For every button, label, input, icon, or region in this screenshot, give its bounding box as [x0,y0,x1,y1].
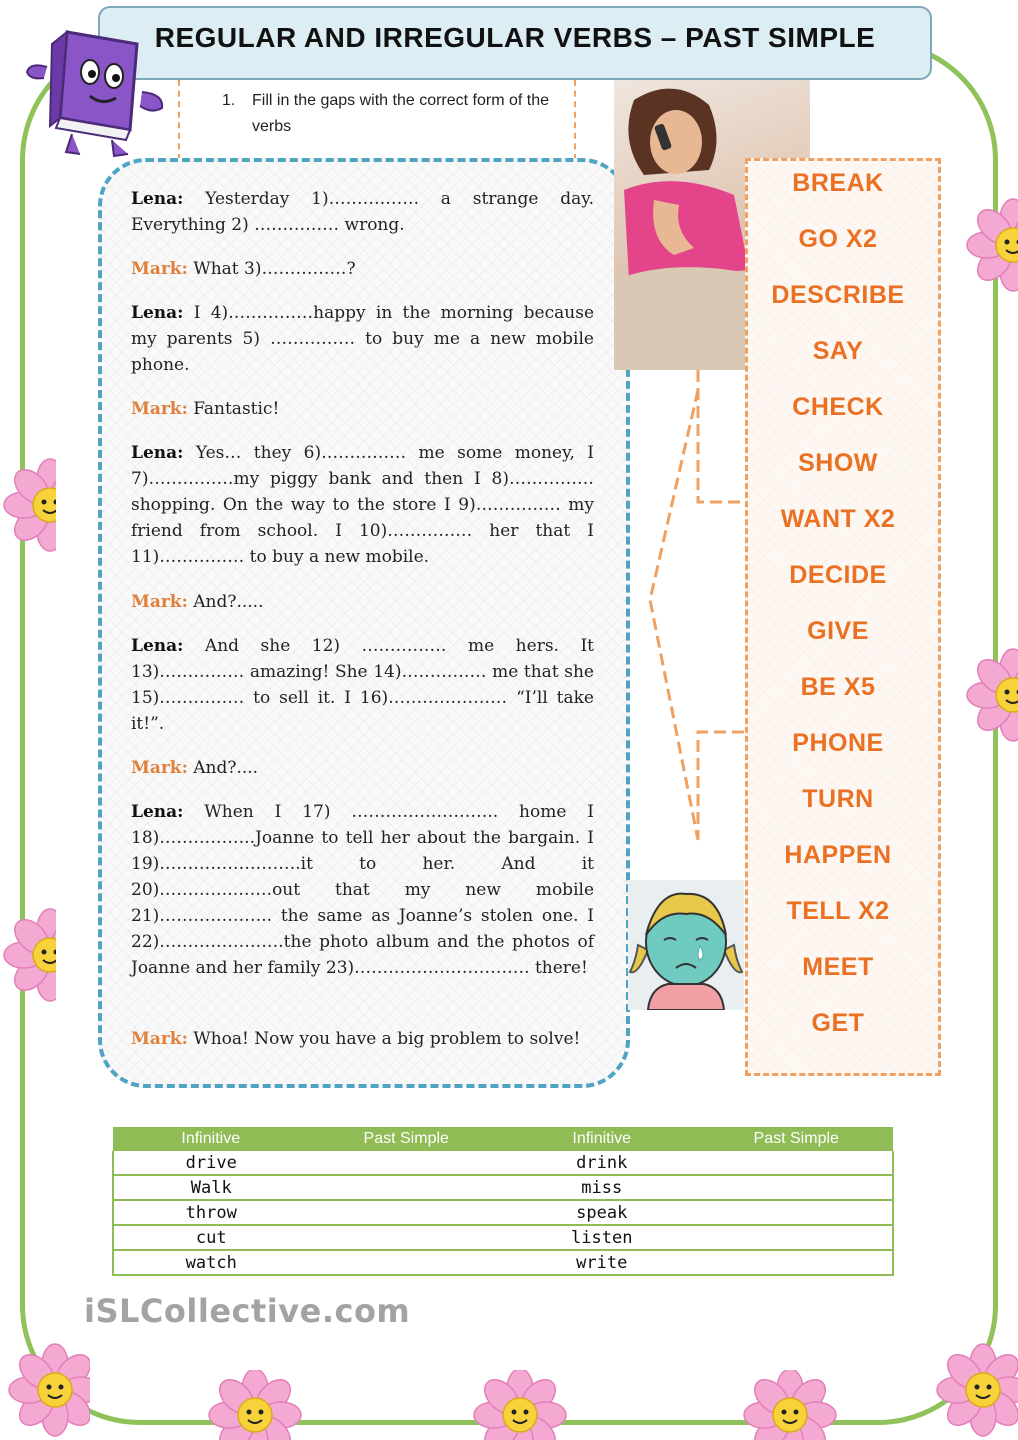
header-infinitive: Infinitive [113,1127,309,1151]
word-bank-item: HAPPEN [784,841,892,869]
dialogue-line: Lena: And she 12) …………… me hers. It 13)…………… amazing! She 14)…………… me that she 15)…………… to sell it. I 16)………………… “I’ll take it!”. [131,636,594,734]
word-bank-item: BE X5 [800,673,876,701]
infinitive-cell: miss [504,1175,700,1200]
word-bank-item: TURN [802,785,874,813]
instruction-number: 1. [222,92,236,109]
past-simple-cell[interactable] [699,1200,893,1225]
infinitive-cell: drink [504,1151,700,1175]
past-simple-cell[interactable] [309,1250,504,1275]
infinitive-cell: throw [113,1200,309,1225]
word-bank-item: BREAK [792,169,884,197]
sad-girl-icon [628,880,744,1010]
past-simple-cell[interactable] [309,1225,504,1250]
flower-icon [0,450,56,560]
word-bank-item: SHOW [798,449,878,477]
past-simple-cell[interactable] [309,1151,504,1175]
infinitive-cell: listen [504,1225,700,1250]
infinitive-cell: cut [113,1225,309,1250]
page-title: REGULAR AND IRREGULAR VERBS – PAST SIMPLE [154,22,876,53]
header-past-simple: Past Simple [699,1127,893,1151]
word-bank-item: TELL X2 [786,897,890,925]
dialogue-line: Mark: And?.... [131,758,259,778]
verb-table [112,1127,894,1276]
watermark: iSLCollective.com [84,1292,411,1330]
infinitive-cell: drive [113,1151,309,1175]
instruction-text: Fill in the gaps with the correct form of the verbs [252,92,550,135]
table-row [113,1175,893,1200]
word-bank-item: GIVE [807,617,869,645]
flower-icon [0,1340,90,1440]
infinitive-cell: write [504,1250,700,1275]
word-bank-item: WANT X2 [780,505,896,533]
past-simple-cell[interactable] [699,1225,893,1250]
word-bank-item: GET [811,1009,865,1037]
flower-icon [928,1340,1018,1440]
word-bank-item: DESCRIBE [771,281,905,309]
table-row [113,1225,893,1250]
past-simple-cell[interactable] [699,1151,893,1175]
flower-icon [465,1370,575,1440]
flower-icon [0,900,56,1010]
dialogue-line: Mark: What 3)……………? [131,259,356,279]
word-bank-item: PHONE [792,729,884,757]
dialogue-line: Lena: Yes… they 6)…………… me some money, I 7)……………my piggy bank and then I 8)…………… shopping. On the way to the store I 9)…………… my friend from school. I 10)…………… her that I 11)…………… to buy a new mobile. [131,443,594,567]
infinitive-cell: Walk [113,1175,309,1200]
speech-pointer [640,370,750,850]
word-bank-item: SAY [812,337,864,365]
infinitive-cell: watch [113,1250,309,1275]
book-mascot-icon [22,22,172,162]
table-row [113,1200,893,1225]
past-simple-cell[interactable] [699,1250,893,1275]
table-header-row [113,1127,893,1151]
dialogue-line: Mark: And?..... [131,592,264,612]
word-bank-item: DECIDE [789,561,887,589]
word-bank-item: GO X2 [798,225,878,253]
flower-icon [958,640,1018,750]
dialogue-line: Lena: Yesterday 1)……………. a strange day. Everything 2) …………… wrong. [131,189,594,235]
table-row [113,1250,893,1275]
word-bank-item: MEET [802,953,874,981]
flower-icon [735,1370,845,1440]
past-simple-cell[interactable] [309,1175,504,1200]
flower-icon [958,190,1018,300]
infinitive-cell: speak [504,1200,700,1225]
title-bar [98,6,932,80]
past-simple-cell[interactable] [309,1200,504,1225]
dialogue-line: Mark: Fantastic! [131,399,280,419]
dialogue-line: Mark: Whoa! Now you have a big problem to solve! [131,1029,581,1049]
dialogue-line: Lena: I 4)……………happy in the morning because my parents 5) …………… to buy me a new mobile phone. [131,303,594,375]
table-row [113,1151,893,1175]
past-simple-cell[interactable] [699,1175,893,1200]
word-bank-item: CHECK [792,393,884,421]
dialogue-line: Lena: When I 17) …………………….. home I 18)……………..Joanne to tell her about the bargain. I 19)…………………….it to her. And it 20)………….…….out that my new mobile 21)……………….. the same as Joanne’s stolen one. I 22)………………….the photo album and the photos of Joanne and her family 23)…………………………. there! [131,802,594,978]
header-past-simple: Past Simple [309,1127,504,1151]
flower-icon [200,1370,310,1440]
header-infinitive: Infinitive [504,1127,700,1151]
